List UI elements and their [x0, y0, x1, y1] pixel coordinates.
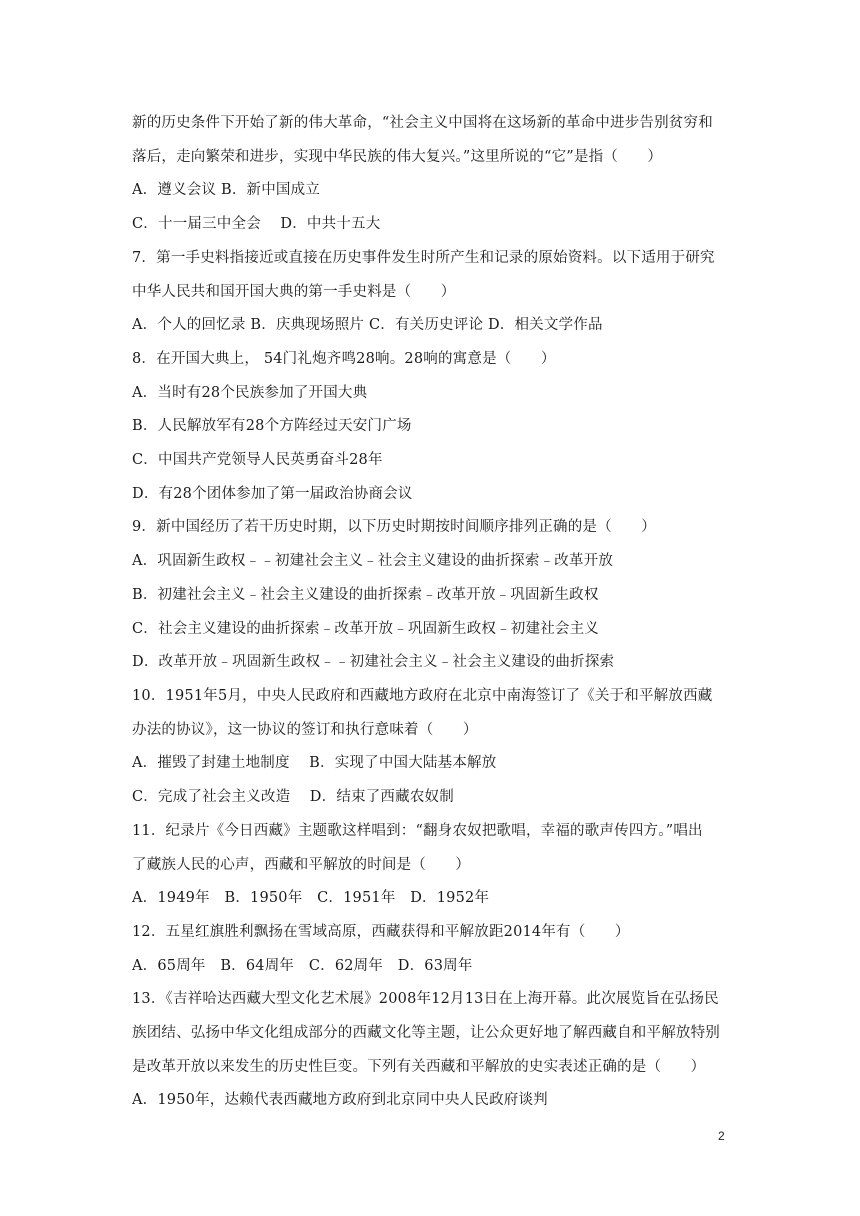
text-line: 族团结、弘扬中华文化组成部分的西藏文化等主题，让公众更好地了解西藏自和平解放特别 — [132, 1025, 720, 1041]
text-line: 是改革开放以来发生的历史性巨变。下列有关西藏和平解放的史实表述正确的是（ ） — [132, 1059, 706, 1075]
text-line: 落后，走向繁荣和进步，实现中华民族的伟大复兴。”这里所说的“它”是指（ ） — [132, 149, 663, 165]
text-line: 9．新中国经历了若干历史时期，以下历史时期按时间顺序排列正确的是（ ） — [132, 519, 656, 535]
page-number: 2 — [718, 1129, 725, 1143]
text-line: A．1949年 B．1950年 C．1951年 D．1952年 — [132, 890, 490, 906]
text-line: 办法的协议》，这一协议的签订和执行意味着（ ） — [132, 722, 478, 738]
text-line: A．1950年，达赖代表西藏地方政府到北京同中央人民政府谈判 — [132, 1092, 548, 1108]
text-line: 了藏族人民的心声，西藏和平解放的时间是（ ） — [132, 857, 471, 873]
text-line: A．当时有28个民族参加了开国大典 — [132, 385, 368, 401]
text-line: B．人民解放军有28个方阵经过天安门广场 — [132, 418, 412, 434]
text-line: 10．1951年5月，中央人民政府和西藏地方政府在北京中南海签订了《关于和平解放西藏 — [132, 688, 713, 704]
text-line: 8．在开国大典上， 54门礼炮齐鸣28响。28响的寓意是（ ） — [132, 351, 556, 367]
text-line: 7．第一手史料指接近或直接在历史事件发生时所产生和记录的原始资料。以下适用于研究 — [132, 250, 715, 266]
text-line: 13．《吉祥哈达西藏大型文化艺术展》2008年12月13日在上海开幕。此次展览旨在弘扬民 — [132, 991, 719, 1007]
text-line: B．初建社会主义﹣社会主义建设的曲折探索﹣改革开放﹣巩固新生政权 — [132, 587, 599, 603]
text-line: C．社会主义建设的曲折探索﹣改革开放﹣巩固新生政权﹣初建社会主义 — [132, 621, 599, 637]
text-line: A．摧毁了封建土地制度 B．实现了中国大陆基本解放 — [132, 755, 497, 771]
text-line: A．巩固新生政权﹣﹣初建社会主义﹣社会主义建设的曲折探索﹣改革开放 — [132, 553, 614, 569]
text-line: A．个人的回忆录 B．庆典现场照片 C．有关历史评论 D．相关文学作品 — [132, 317, 603, 333]
text-line: 新的历史条件下开始了新的伟大革命，“社会主义中国将在这场新的革命中进步告别贫穷和 — [132, 115, 713, 131]
text-line: A．遵义会议 B．新中国成立 — [132, 182, 321, 198]
text-line: D．改革开放﹣巩固新生政权﹣﹣初建社会主义﹣社会主义建设的曲折探索 — [132, 654, 615, 670]
text-line: 中华人民共和国开国大典的第一手史料是（ ） — [132, 284, 456, 300]
text-line: C．完成了社会主义改造 D．结束了西藏农奴制 — [132, 789, 454, 805]
text-line: C．十一届三中全会 D．中共十五大 — [132, 216, 381, 232]
text-line: C．中国共产党领导人民英勇奋斗28年 — [132, 452, 383, 468]
text-line: 12．五星红旗胜利飘扬在雪域高原，西藏获得和平解放距2014年有（ ） — [132, 924, 630, 940]
text-line: D．有28个团体参加了第一届政治协商会议 — [132, 486, 413, 502]
text-line: 11．纪录片《今日西藏》主题歌这样唱到：“翻身农奴把歌唱，幸福的歌声传四方。”唱出 — [132, 823, 703, 839]
text-line: A．65周年 B．64周年 C．62周年 D．63周年 — [132, 958, 473, 974]
